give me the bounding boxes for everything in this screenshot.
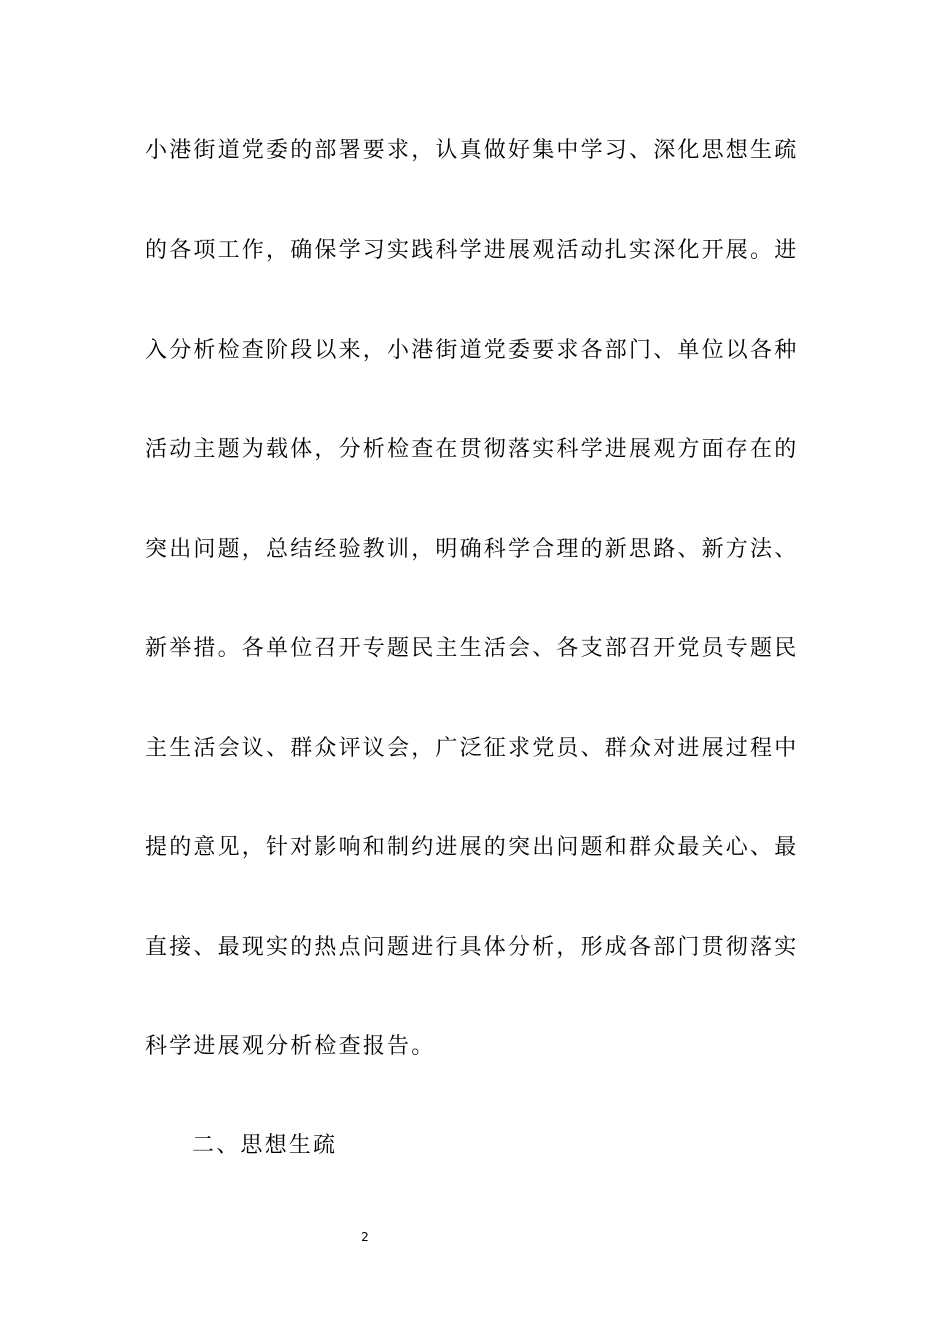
section-heading: 二、思想生疏	[192, 1133, 338, 1158]
body-line-3: 入分析检查阶段以来，小港街道党委要求各部门、单位以各种	[145, 338, 799, 363]
body-line-8: 提的意见，针对影响和制约进展的突出问题和群众最关心、最	[145, 835, 799, 860]
body-line-4: 活动主题为载体，分析检查在贯彻落实科学进展观方面存在的	[145, 437, 799, 462]
body-line-10: 科学进展观分析检查报告。	[145, 1034, 436, 1059]
body-line-7: 主生活会议、群众评议会，广泛征求党员、群众对进展过程中	[145, 736, 799, 761]
page-number: 2	[361, 1230, 369, 1244]
body-line-5: 突出问题，总结经验教训，明确科学合理的新思路、新方法、	[145, 537, 799, 562]
body-line-9: 直接、最现实的热点问题进行具体分析，形成各部门贯彻落实	[145, 935, 799, 960]
body-line-6: 新举措。各单位召开专题民主生活会、各支部召开党员专题民	[145, 636, 799, 661]
body-line-2: 的各项工作，确保学习实践科学进展观活动扎实深化开展。进	[145, 238, 799, 263]
body-line-1: 小港街道党委的部署要求，认真做好集中学习、深化思想生疏	[145, 138, 799, 163]
